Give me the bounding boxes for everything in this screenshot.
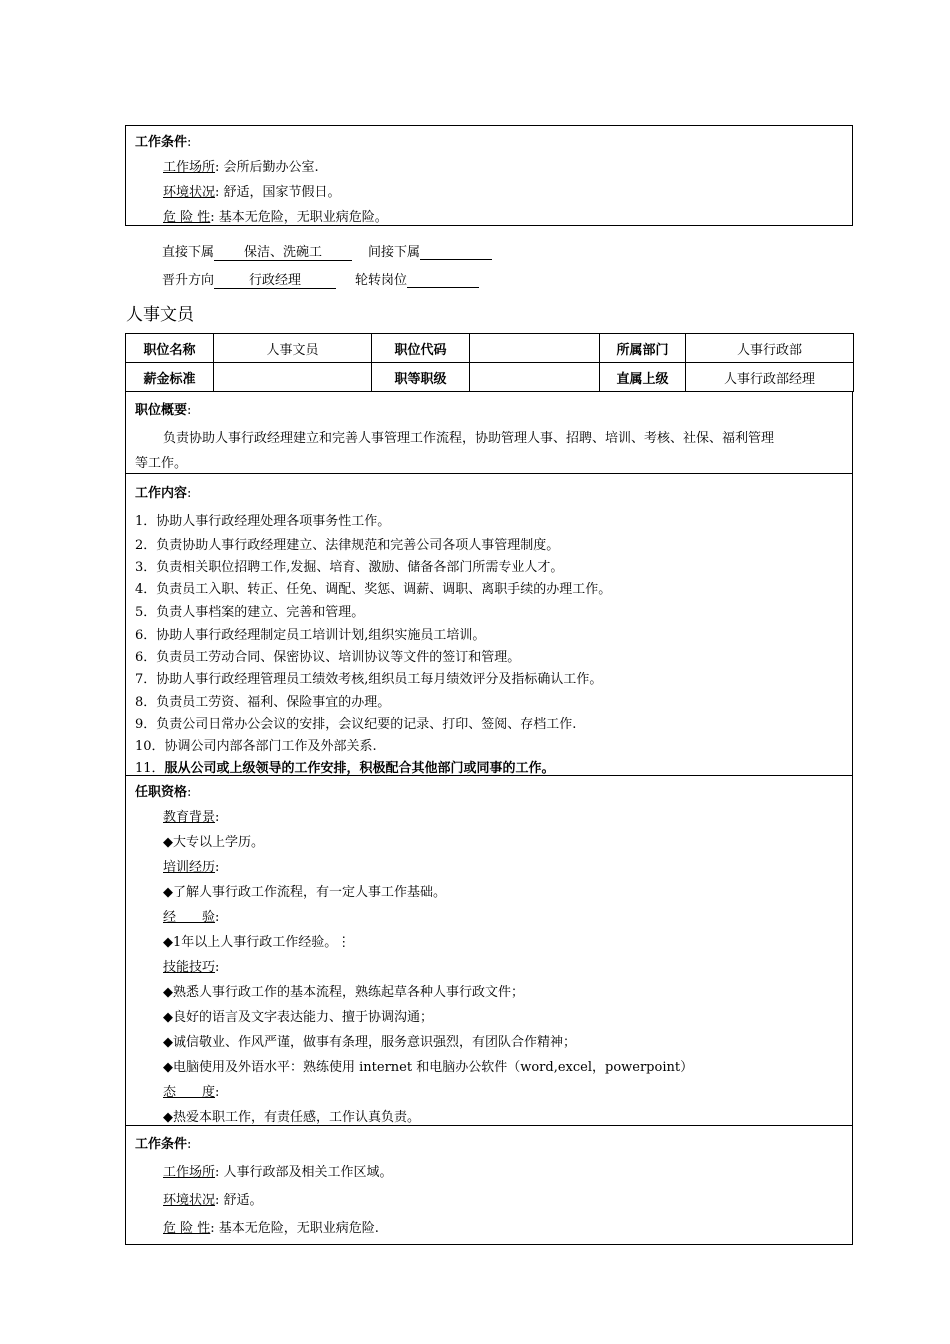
- promotion-value: 行政经理: [214, 269, 336, 289]
- conditions-title: 工作条件:: [135, 1137, 192, 1152]
- list-item: ◆1年以上人事行政工作经验。⋮: [163, 935, 351, 950]
- list-item: ◆良好的语言及文字表达能力、擅于协调沟通；: [163, 1010, 433, 1025]
- list-item: [135, 757, 555, 776]
- list-item: ◆诚信敬业、作风严谨，做事有条理，服务意识强烈，有团队合作精神；: [163, 1035, 576, 1050]
- direct-subordinate-label: 直接下属: [162, 245, 215, 260]
- rotation-label: 轮转岗位: [355, 273, 408, 288]
- list-item: ◆熟悉人事行政工作的基本流程，熟练起草各种人事行政文件；: [163, 985, 524, 1000]
- skills-label-line: 技能技巧:: [163, 960, 220, 975]
- attitude-label-line: 态 度:: [163, 1085, 220, 1100]
- list-item: ◆电脑使用及外语水平：熟练使用 internet 和电脑办公软件（word,excel，powerpoint）: [163, 1060, 694, 1075]
- supervisor-value: 人事行政部经理: [686, 363, 854, 392]
- location-value: : 人事行政部及相关工作区域。: [215, 1165, 393, 1180]
- env-line: [163, 1189, 263, 1208]
- prev-risk-line: [163, 206, 388, 225]
- job-title-value: 人事文员: [214, 334, 372, 363]
- prev-env-label: 环境状况: [163, 185, 216, 200]
- job-code-value: [470, 334, 600, 363]
- job-code-label: 职位代码: [372, 334, 470, 363]
- prev-location-label: 工作场所: [163, 160, 216, 175]
- department-value: 人事行政部: [686, 334, 854, 363]
- direct-subordinate-line: [162, 241, 352, 261]
- env-label: 环境状况: [163, 1193, 216, 1208]
- risk-line: [163, 1217, 379, 1236]
- list-item: 8．负责员工劳资、福利、保险事宜的办理。: [135, 695, 391, 710]
- risk-label: 危 险 性: [163, 1221, 211, 1236]
- prev-env-value: : 舒适，国家节假日。: [215, 185, 341, 200]
- prev-location-line: [163, 156, 319, 175]
- rotation-value: [407, 272, 479, 288]
- section-heading: 人事文员: [126, 305, 194, 325]
- promotion-label: 晋升方向: [162, 273, 215, 288]
- duties-section: [125, 474, 853, 776]
- skills-label: 技能技巧: [163, 960, 216, 975]
- prev-location-value: : 会所后勤办公室.: [215, 160, 319, 175]
- list-item: ◆了解人事行政工作流程，有一定人事工作基础。: [163, 885, 446, 900]
- table-row: [126, 334, 854, 363]
- list-item: 4．负责员工入职、转正、任免、调配、奖惩、调薪、调职、离职手续的办理工作。: [135, 582, 612, 597]
- conditions-section: [125, 1126, 853, 1245]
- prev-conditions-box: [125, 125, 853, 226]
- qualifications-title: 任职资格:: [135, 785, 192, 800]
- training-label: 培训经历: [163, 860, 216, 875]
- summary-section: [125, 392, 853, 474]
- indirect-subordinate-line: [368, 241, 492, 260]
- risk-value: : 基本无危险，无职业病危险.: [210, 1221, 379, 1236]
- prev-risk-value: : 基本无危险，无职业病危险。: [210, 210, 388, 225]
- list-item: 6．负责员工劳动合同、保密协议、培训协议等文件的签订和管理。: [135, 650, 521, 665]
- qualifications-section: [125, 776, 853, 1126]
- list-item: 2．负责协助人事行政经理建立、法律规范和完善公司各项人事管理制度。: [135, 538, 560, 553]
- last-duty-text: 服从公司或上级领导的工作安排，积极配合其他部门或同事的工作。: [164, 761, 555, 776]
- list-item: 7．协助人事行政经理管理员工绩效考核,组织员工每月绩效评分及指标确认工作。: [135, 672, 603, 687]
- list-item: ◆热爱本职工作，有责任感，工作认真负责。: [163, 1110, 420, 1125]
- prev-conditions-title: 工作条件:: [135, 135, 192, 150]
- last-duty-number: 11．: [135, 761, 165, 776]
- prev-risk-label: 危 险 性: [163, 210, 211, 225]
- education-label-line: 教育背景:: [163, 810, 220, 825]
- attitude-label: 态 度: [163, 1085, 216, 1100]
- list-item: 5．负责人事档案的建立、完善和管理。: [135, 605, 365, 620]
- summary-title: 职位概要:: [135, 403, 192, 418]
- job-info-table: [125, 333, 854, 392]
- direct-subordinate-value: 保洁、洗碗工: [214, 241, 352, 261]
- grade-value: [470, 363, 600, 392]
- env-value: : 舒适。: [215, 1193, 263, 1208]
- table-row: [126, 363, 854, 392]
- duties-title: 工作内容:: [135, 486, 192, 501]
- list-item: 1．协助人事行政经理处理各项事务性工作。: [135, 514, 391, 529]
- promotion-line: [162, 269, 336, 289]
- location-label: 工作场所: [163, 1165, 216, 1180]
- list-item: 3．负责相关职位招聘工作,发掘、培育、激励、储备各部门所需专业人才。: [135, 560, 564, 575]
- salary-label: 薪金标准: [126, 363, 214, 392]
- summary-text-line2: 等工作。: [135, 456, 188, 471]
- education-label: 教育背景: [163, 810, 216, 825]
- indirect-subordinate-label: 间接下属: [368, 245, 421, 260]
- department-label: 所属部门: [600, 334, 686, 363]
- job-title-label: 职位名称: [126, 334, 214, 363]
- salary-value: [214, 363, 372, 392]
- rotation-line: [355, 269, 479, 288]
- indirect-subordinate-value: [420, 244, 492, 260]
- list-item: ◆大专以上学历。: [163, 835, 264, 850]
- summary-text-line1: 负责协助人事行政经理建立和完善人事管理工作流程，协助管理人事、招聘、培训、考核、社保、福利管理: [163, 431, 775, 446]
- list-item: 10．协调公司内部各部门工作及外部关系.: [135, 739, 377, 754]
- list-item: 6．协助人事行政经理制定员工培训计划,组织实施员工培训。: [135, 628, 486, 643]
- training-label-line: 培训经历:: [163, 860, 220, 875]
- experience-label: 经 验: [163, 910, 216, 925]
- supervisor-label: 直属上级: [600, 363, 686, 392]
- grade-label: 职等职级: [372, 363, 470, 392]
- location-line: [163, 1161, 393, 1180]
- list-item: 9．负责公司日常办公会议的安排，会议纪要的记录、打印、签阅、存档工作.: [135, 717, 577, 732]
- prev-env-line: [163, 181, 341, 200]
- experience-label-line: 经 验:: [163, 910, 220, 925]
